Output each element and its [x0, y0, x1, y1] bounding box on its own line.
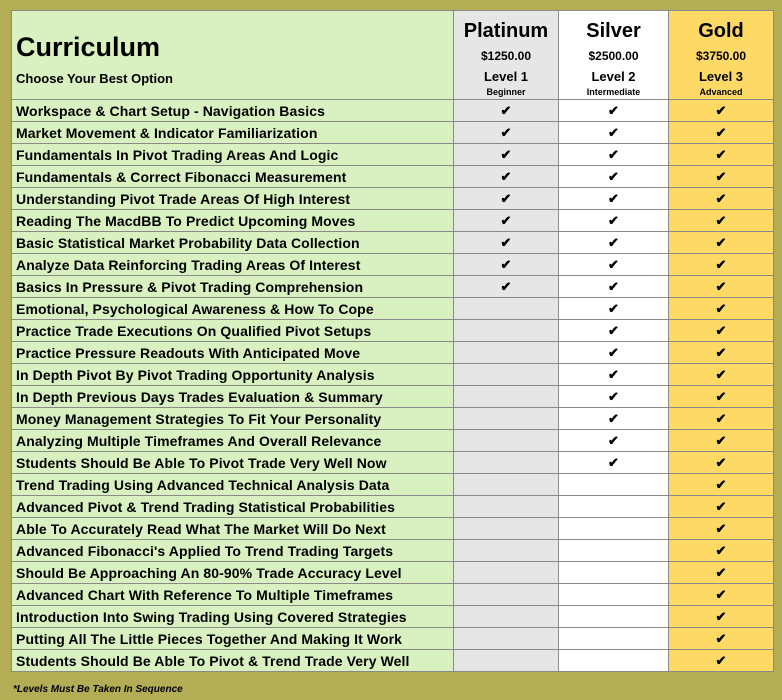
plan-price: $3750.00 — [695, 49, 747, 63]
plan-difficulty: Beginner — [486, 87, 526, 97]
checkmark-icon: ✔ — [500, 212, 512, 228]
table-row — [12, 276, 774, 298]
plan-name: Platinum — [463, 20, 549, 42]
gold-cell — [669, 408, 774, 430]
checkmark-icon: ✔ — [715, 146, 727, 162]
plan-level: Level 2 — [591, 69, 636, 84]
checkmark-icon: ✔ — [715, 410, 727, 426]
topic-label: Able To Accurately Read What The Market Will Do Next — [12, 518, 454, 540]
platinum-cell — [454, 386, 559, 408]
table-row — [12, 320, 774, 342]
table-row — [12, 342, 774, 364]
topic-label: Reading The MacdBB To Predict Upcoming Moves — [12, 210, 454, 232]
gold-cell — [669, 276, 774, 298]
checkmark-icon: ✔ — [608, 344, 619, 360]
table-row — [12, 650, 774, 672]
silver-cell — [559, 320, 669, 342]
table-row — [12, 606, 774, 628]
checkmark-icon: ✔ — [500, 234, 512, 250]
plan-price: $1250.00 — [480, 49, 532, 63]
checkmark-icon: ✔ — [608, 102, 619, 118]
checkmark-icon: ✔ — [715, 498, 727, 514]
topic-label: Practice Trade Executions On Qualified Pivot Setups — [12, 320, 454, 342]
checkmark-icon: ✔ — [715, 542, 727, 558]
plan-header-platinum — [454, 11, 559, 100]
checkmark-icon: ✔ — [715, 278, 727, 294]
checkmark-icon: ✔ — [608, 454, 619, 470]
table-row — [12, 496, 774, 518]
platinum-cell — [454, 232, 559, 254]
silver-cell — [559, 276, 669, 298]
topic-label: In Depth Pivot By Pivot Trading Opportunity Analysis — [12, 364, 454, 386]
gold-cell — [669, 298, 774, 320]
topic-label: Practice Pressure Readouts With Anticipated Move — [12, 342, 454, 364]
topic-label: In Depth Previous Days Trades Evaluation & Summary — [12, 386, 454, 408]
platinum-cell — [454, 342, 559, 364]
gold-cell — [669, 496, 774, 518]
checkmark-icon: ✔ — [715, 432, 727, 448]
silver-cell — [559, 452, 669, 474]
plan-name: Silver — [586, 20, 641, 42]
footnote: *Levels Must Be Taken In Sequence — [13, 684, 183, 695]
table-row — [12, 166, 774, 188]
table-body — [12, 11, 774, 672]
gold-cell — [669, 540, 774, 562]
checkmark-icon: ✔ — [608, 278, 619, 294]
silver-cell — [559, 342, 669, 364]
platinum-cell — [454, 276, 559, 298]
silver-cell — [559, 144, 669, 166]
topic-label: Should Be Approaching An 80-90% Trade Accuracy Level — [12, 562, 454, 584]
checkmark-icon: ✔ — [608, 168, 619, 184]
table-row — [12, 254, 774, 276]
platinum-cell — [454, 496, 559, 518]
gold-cell — [669, 188, 774, 210]
checkmark-icon: ✔ — [715, 564, 727, 580]
silver-cell — [559, 254, 669, 276]
table-row — [12, 122, 774, 144]
platinum-cell — [454, 650, 559, 672]
checkmark-icon: ✔ — [608, 300, 619, 316]
topic-label: Basics In Pressure & Pivot Trading Comprehension — [12, 276, 454, 298]
checkmark-icon: ✔ — [608, 234, 619, 250]
checkmark-icon: ✔ — [715, 256, 727, 272]
checkmark-icon: ✔ — [715, 586, 727, 602]
checkmark-icon: ✔ — [715, 322, 727, 338]
gold-cell — [669, 166, 774, 188]
silver-cell — [559, 496, 669, 518]
checkmark-icon: ✔ — [608, 432, 619, 448]
plan-level: Level 3 — [698, 69, 744, 84]
platinum-cell — [454, 408, 559, 430]
platinum-cell — [454, 452, 559, 474]
topic-label: Advanced Pivot & Trend Trading Statistical Probabilities — [12, 496, 454, 518]
topic-label: Fundamentals & Correct Fibonacci Measurement — [12, 166, 454, 188]
checkmark-icon: ✔ — [715, 300, 727, 316]
topic-label: Trend Trading Using Advanced Technical Analysis Data — [12, 474, 454, 496]
checkmark-icon: ✔ — [608, 388, 619, 404]
platinum-cell — [454, 166, 559, 188]
silver-cell — [559, 122, 669, 144]
gold-cell — [669, 100, 774, 122]
checkmark-icon: ✔ — [715, 652, 727, 668]
topic-label: Market Movement & Indicator Familiarization — [12, 122, 454, 144]
table-row — [12, 540, 774, 562]
silver-cell — [559, 650, 669, 672]
gold-cell — [669, 122, 774, 144]
checkmark-icon: ✔ — [715, 366, 727, 382]
page-subtitle: Choose Your Best Option — [16, 70, 173, 86]
topic-label: Advanced Fibonacci's Applied To Trend Trading Targets — [12, 540, 454, 562]
checkmark-icon: ✔ — [715, 388, 727, 404]
checkmark-icon: ✔ — [608, 190, 619, 206]
silver-cell — [559, 408, 669, 430]
gold-cell — [669, 386, 774, 408]
silver-cell — [559, 298, 669, 320]
platinum-cell — [454, 320, 559, 342]
table-row — [12, 364, 774, 386]
platinum-cell — [454, 628, 559, 650]
silver-cell — [559, 188, 669, 210]
platinum-cell — [454, 474, 559, 496]
silver-cell — [559, 628, 669, 650]
plan-name: Gold — [698, 20, 744, 42]
topic-label: Introduction Into Swing Trading Using Covered Strategies — [12, 606, 454, 628]
checkmark-icon: ✔ — [715, 234, 727, 250]
checkmark-icon: ✔ — [715, 190, 727, 206]
table-row — [12, 298, 774, 320]
checkmark-icon: ✔ — [715, 476, 727, 492]
topic-label: Students Should Be Able To Pivot & Trend Trade Very Well — [12, 650, 454, 672]
checkmark-icon: ✔ — [608, 212, 619, 228]
plan-header-gold — [669, 11, 774, 100]
plan-difficulty: Advanced — [699, 87, 743, 97]
silver-cell — [559, 584, 669, 606]
platinum-cell — [454, 254, 559, 276]
table-row — [12, 628, 774, 650]
platinum-cell — [454, 584, 559, 606]
gold-cell — [669, 452, 774, 474]
gold-cell — [669, 232, 774, 254]
silver-cell — [559, 364, 669, 386]
topic-label: Advanced Chart With Reference To Multiple Timeframes — [12, 584, 454, 606]
checkmark-icon: ✔ — [500, 190, 512, 206]
page-title: Curriculum — [16, 31, 161, 62]
silver-cell — [559, 606, 669, 628]
table-row — [12, 100, 774, 122]
platinum-cell — [454, 122, 559, 144]
platinum-cell — [454, 298, 559, 320]
gold-cell — [669, 430, 774, 452]
checkmark-icon: ✔ — [715, 212, 727, 228]
checkmark-icon: ✔ — [608, 124, 619, 140]
checkmark-icon: ✔ — [608, 146, 619, 162]
gold-cell — [669, 474, 774, 496]
platinum-cell — [454, 606, 559, 628]
checkmark-icon: ✔ — [500, 168, 512, 184]
table-row — [12, 144, 774, 166]
table-row — [12, 474, 774, 496]
silver-cell — [559, 562, 669, 584]
checkmark-icon: ✔ — [500, 146, 512, 162]
topic-label: Emotional, Psychological Awareness & How To Cope — [12, 298, 454, 320]
silver-cell — [559, 474, 669, 496]
gold-cell — [669, 584, 774, 606]
topic-label: Fundamentals In Pivot Trading Areas And Logic — [12, 144, 454, 166]
checkmark-icon: ✔ — [715, 520, 727, 536]
silver-cell — [559, 210, 669, 232]
title-cell — [12, 11, 454, 100]
checkmark-icon: ✔ — [715, 608, 727, 624]
platinum-cell — [454, 210, 559, 232]
plan-header-silver — [559, 11, 669, 100]
topic-label: Students Should Be Able To Pivot Trade Very Well Now — [12, 452, 454, 474]
platinum-cell — [454, 100, 559, 122]
platinum-cell — [454, 430, 559, 452]
table-row — [12, 562, 774, 584]
checkmark-icon: ✔ — [715, 168, 727, 184]
checkmark-icon: ✔ — [715, 102, 727, 118]
table-row — [12, 386, 774, 408]
checkmark-icon: ✔ — [608, 256, 619, 272]
platinum-cell — [454, 364, 559, 386]
plan-difficulty: Intermediate — [586, 87, 641, 97]
gold-cell — [669, 144, 774, 166]
table-row — [12, 232, 774, 254]
plan-price: $2500.00 — [588, 49, 639, 63]
plan-level: Level 1 — [483, 69, 529, 84]
table-row — [12, 430, 774, 452]
checkmark-icon: ✔ — [500, 102, 512, 118]
checkmark-icon: ✔ — [500, 124, 512, 140]
header-row — [12, 11, 774, 100]
gold-cell — [669, 606, 774, 628]
silver-cell — [559, 540, 669, 562]
checkmark-icon: ✔ — [608, 322, 619, 338]
curriculum-table — [11, 10, 774, 672]
platinum-cell — [454, 540, 559, 562]
checkmark-icon: ✔ — [715, 344, 727, 360]
silver-cell — [559, 166, 669, 188]
checkmark-icon: ✔ — [608, 366, 619, 382]
checkmark-icon: ✔ — [500, 256, 512, 272]
gold-cell — [669, 518, 774, 540]
table-row — [12, 452, 774, 474]
table-row — [12, 210, 774, 232]
platinum-cell — [454, 188, 559, 210]
topic-label: Workspace & Chart Setup - Navigation Basics — [12, 100, 454, 122]
topic-label: Money Management Strategies To Fit Your Personality — [12, 408, 454, 430]
checkmark-icon: ✔ — [715, 124, 727, 140]
gold-cell — [669, 562, 774, 584]
checkmark-icon: ✔ — [500, 278, 512, 294]
topic-label: Analyze Data Reinforcing Trading Areas Of Interest — [12, 254, 454, 276]
checkmark-icon: ✔ — [715, 454, 727, 470]
platinum-cell — [454, 562, 559, 584]
platinum-cell — [454, 518, 559, 540]
gold-cell — [669, 254, 774, 276]
gold-cell — [669, 342, 774, 364]
topic-label: Analyzing Multiple Timeframes And Overall Relevance — [12, 430, 454, 452]
silver-cell — [559, 518, 669, 540]
table-row — [12, 188, 774, 210]
topic-label: Understanding Pivot Trade Areas Of High Interest — [12, 188, 454, 210]
gold-cell — [669, 320, 774, 342]
silver-cell — [559, 386, 669, 408]
silver-cell — [559, 430, 669, 452]
gold-cell — [669, 628, 774, 650]
checkmark-icon: ✔ — [715, 630, 727, 646]
silver-cell — [559, 100, 669, 122]
gold-cell — [669, 210, 774, 232]
checkmark-icon: ✔ — [608, 410, 619, 426]
platinum-cell — [454, 144, 559, 166]
gold-cell — [669, 650, 774, 672]
table-row — [12, 408, 774, 430]
table-row — [12, 584, 774, 606]
table-row — [12, 518, 774, 540]
topic-label: Putting All The Little Pieces Together And Making It Work — [12, 628, 454, 650]
gold-cell — [669, 364, 774, 386]
topic-label: Basic Statistical Market Probability Data Collection — [12, 232, 454, 254]
silver-cell — [559, 232, 669, 254]
